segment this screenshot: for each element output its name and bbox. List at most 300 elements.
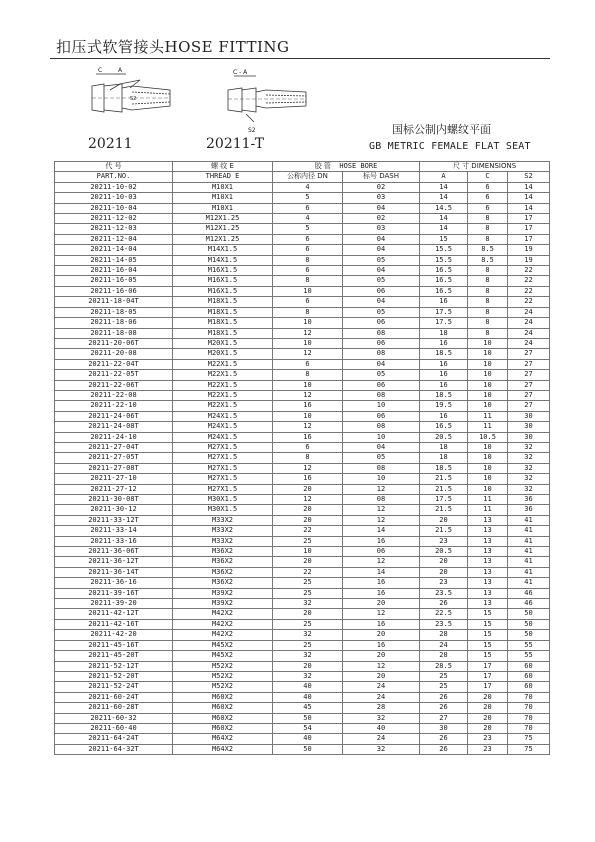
s2-cell: 14 [508, 203, 550, 213]
dash-cell: 24 [343, 682, 420, 692]
table-row [55, 682, 550, 692]
dash-cell: 24 [343, 734, 420, 744]
s2-cell: 60 [508, 661, 550, 671]
part-no-cell: 20211-16-04 [55, 266, 173, 276]
c-cell: 15 [468, 651, 508, 661]
dn-cell: 20 [273, 515, 343, 525]
dn-cell: 6 [273, 359, 343, 369]
dash-cell: 28 [343, 703, 420, 713]
table-row [55, 671, 550, 681]
c-cell: 17 [468, 671, 508, 681]
c-cell: 13 [468, 567, 508, 577]
header-c: C [468, 172, 508, 182]
table-row [55, 640, 550, 650]
dn-cell: 25 [273, 536, 343, 546]
dash-cell: 12 [343, 661, 420, 671]
title-rule [50, 58, 550, 59]
s2-cell: 27 [508, 380, 550, 390]
thread-cell: M10X1 [173, 203, 273, 213]
dn-cell: 8 [273, 453, 343, 463]
part-no-cell: 20211-10-04 [55, 203, 173, 213]
dash-cell: 04 [343, 359, 420, 369]
part-no-cell: 20211-27-12 [55, 484, 173, 494]
thread-cell: M20X1.5 [173, 349, 273, 359]
a-cell: 16.5 [420, 286, 468, 296]
dn-cell: 8 [273, 255, 343, 265]
c-cell: 15 [468, 630, 508, 640]
s2-cell: 27 [508, 349, 550, 359]
table-row [55, 599, 550, 609]
a-cell: 18 [420, 328, 468, 338]
thread-cell: M52X2 [173, 671, 273, 681]
dash-cell: 20 [343, 630, 420, 640]
thread-cell: M16X1.5 [173, 286, 273, 296]
a-cell: 15 [420, 234, 468, 244]
header-row-2 [55, 172, 550, 182]
table-row [55, 495, 550, 505]
part-no-cell: 20211-12-03 [55, 224, 173, 234]
s2-cell: 17 [508, 214, 550, 224]
a-cell: 28 [420, 651, 468, 661]
s2-cell: 24 [508, 307, 550, 317]
dash-cell: 12 [343, 484, 420, 494]
c-cell: 13 [468, 547, 508, 557]
table-row [55, 182, 550, 192]
a-cell: 23.5 [420, 588, 468, 598]
a-cell: 26 [420, 734, 468, 744]
dash-cell: 05 [343, 453, 420, 463]
table-row [55, 266, 550, 276]
s2-cell: 75 [508, 734, 550, 744]
c-cell: 13 [468, 578, 508, 588]
part-no-cell: 20211-27-05T [55, 453, 173, 463]
c-cell: 8 [468, 328, 508, 338]
dash-cell: 20 [343, 599, 420, 609]
part-no-cell: 20211-18-08 [55, 328, 173, 338]
table-row [55, 255, 550, 265]
thread-cell: M24X1.5 [173, 422, 273, 432]
s2-cell: 41 [508, 578, 550, 588]
header-hose [273, 162, 420, 172]
a-cell: 26 [420, 692, 468, 702]
thread-cell: M33X2 [173, 526, 273, 536]
thread-cell: M42X2 [173, 609, 273, 619]
part-no-cell: 20211-39-20 [55, 599, 173, 609]
dn-cell: 8 [273, 276, 343, 286]
a-cell: 17.5 [420, 307, 468, 317]
table-row [55, 193, 550, 203]
dn-cell: 5 [273, 193, 343, 203]
table-row [55, 630, 550, 640]
thread-cell: M22X1.5 [173, 380, 273, 390]
table-row [55, 567, 550, 577]
thread-cell: M27X1.5 [173, 474, 273, 484]
thread-cell: M42X2 [173, 619, 273, 629]
standard-title-cn: 国标公制内螺纹平面 [392, 123, 491, 136]
dn-cell: 10 [273, 286, 343, 296]
dn-cell: 22 [273, 567, 343, 577]
table-row [55, 526, 550, 536]
table-row [55, 661, 550, 671]
thread-cell: M39X2 [173, 599, 273, 609]
label-c-left: C [98, 67, 103, 74]
thread-cell: M22X1.5 [173, 359, 273, 369]
c-cell: 13 [468, 526, 508, 536]
dash-cell: 16 [343, 640, 420, 650]
c-cell: 20 [468, 703, 508, 713]
dn-cell: 16 [273, 401, 343, 411]
part-no-cell: 20211-22-08 [55, 390, 173, 400]
a-cell: 15.5 [420, 255, 468, 265]
c-cell: 10 [468, 442, 508, 452]
thread-cell: M16X1.5 [173, 276, 273, 286]
dash-cell: 12 [343, 515, 420, 525]
dash-cell: 02 [343, 214, 420, 224]
s2-cell: 14 [508, 193, 550, 203]
s2-cell: 30 [508, 411, 550, 421]
header-part-no: PART.NO. [55, 172, 173, 182]
s2-cell: 32 [508, 484, 550, 494]
dash-cell: 05 [343, 255, 420, 265]
header-a: A [420, 172, 468, 182]
dash-cell: 06 [343, 411, 420, 421]
dn-cell: 25 [273, 578, 343, 588]
s2-cell: 27 [508, 370, 550, 380]
thread-cell: M36X2 [173, 557, 273, 567]
a-cell: 18 [420, 442, 468, 452]
part-no-cell: 20211-36-12T [55, 557, 173, 567]
part-no-cell: 20211-22-10 [55, 401, 173, 411]
dn-cell: 12 [273, 328, 343, 338]
a-cell: 16.5 [420, 422, 468, 432]
dn-cell: 4 [273, 182, 343, 192]
dn-cell: 50 [273, 744, 343, 754]
s2-cell: 60 [508, 671, 550, 681]
thread-cell: M18X1.5 [173, 307, 273, 317]
dn-cell: 10 [273, 318, 343, 328]
label-s2-left: S2 [130, 96, 137, 102]
a-cell: 20 [420, 557, 468, 567]
dash-cell: 06 [343, 338, 420, 348]
s2-cell: 50 [508, 609, 550, 619]
s2-cell: 27 [508, 401, 550, 411]
dash-cell: 16 [343, 536, 420, 546]
dn-cell: 6 [273, 203, 343, 213]
dn-cell: 16 [273, 474, 343, 484]
part-code-20211-t: 20211-T [206, 136, 265, 152]
c-cell: 8 [468, 297, 508, 307]
table-row [55, 411, 550, 421]
s2-cell: 17 [508, 234, 550, 244]
c-cell: 10 [468, 453, 508, 463]
dash-cell: 02 [343, 182, 420, 192]
thread-cell: M12X1.25 [173, 234, 273, 244]
part-no-cell: 20211-36-06T [55, 547, 173, 557]
a-cell: 18 [420, 453, 468, 463]
part-no-cell: 20211-60-24T [55, 692, 173, 702]
s2-cell: 32 [508, 463, 550, 473]
dn-cell: 32 [273, 599, 343, 609]
a-cell: 20.5 [420, 432, 468, 442]
part-no-cell: 20211-45-20T [55, 651, 173, 661]
dn-cell: 25 [273, 640, 343, 650]
table-row [55, 318, 550, 328]
table-row [55, 609, 550, 619]
thread-cell: M45X2 [173, 640, 273, 650]
dash-cell: 08 [343, 422, 420, 432]
dn-cell: 50 [273, 713, 343, 723]
table-body [55, 182, 550, 754]
part-no-cell: 20211-45-16T [55, 640, 173, 650]
thread-cell: M60X2 [173, 713, 273, 723]
table-row [55, 651, 550, 661]
dn-cell: 5 [273, 224, 343, 234]
table-row [55, 370, 550, 380]
thread-cell: M45X2 [173, 651, 273, 661]
s2-cell: 30 [508, 432, 550, 442]
thread-cell: M33X2 [173, 515, 273, 525]
part-no-cell: 20211-42-20 [55, 630, 173, 640]
thread-cell: M30X1.5 [173, 495, 273, 505]
dn-cell: 32 [273, 630, 343, 640]
s2-cell: 36 [508, 505, 550, 515]
dash-cell: 20 [343, 651, 420, 661]
c-cell: 15 [468, 619, 508, 629]
header-s2: S2 [508, 172, 550, 182]
fitting-drawing-20211 [92, 67, 170, 112]
table-row [55, 390, 550, 400]
c-cell: 10.5 [468, 432, 508, 442]
part-no-cell: 20211-33-14 [55, 526, 173, 536]
part-no-cell: 20211-33-16 [55, 536, 173, 546]
a-cell: 15.5 [420, 245, 468, 255]
s2-cell: 24 [508, 338, 550, 348]
s2-cell: 70 [508, 713, 550, 723]
dash-cell: 08 [343, 463, 420, 473]
header-dn: 公称内径 DN [273, 172, 343, 182]
thread-cell: M36X2 [173, 578, 273, 588]
dash-cell: 10 [343, 432, 420, 442]
c-cell: 10 [468, 484, 508, 494]
s2-cell: 46 [508, 599, 550, 609]
table-row [55, 245, 550, 255]
table-row [55, 349, 550, 359]
header-row-1 [55, 162, 550, 172]
thread-cell: M27X1.5 [173, 453, 273, 463]
dash-cell: 06 [343, 380, 420, 390]
part-no-cell: 20211-24-08T [55, 422, 173, 432]
part-no-cell: 20211-60-32 [55, 713, 173, 723]
dash-cell: 14 [343, 526, 420, 536]
table-row [55, 713, 550, 723]
dash-cell: 04 [343, 297, 420, 307]
part-no-cell: 20211-30-12 [55, 505, 173, 515]
dash-cell: 20 [343, 671, 420, 681]
dash-cell: 04 [343, 442, 420, 452]
thread-cell: M22X1.5 [173, 370, 273, 380]
s2-cell: 70 [508, 703, 550, 713]
dn-cell: 20 [273, 609, 343, 619]
a-cell: 17.5 [420, 495, 468, 505]
s2-cell: 50 [508, 619, 550, 629]
table-row [55, 547, 550, 557]
a-cell: 20 [420, 567, 468, 577]
s2-cell: 17 [508, 224, 550, 234]
s2-cell: 30 [508, 422, 550, 432]
c-cell: 15 [468, 640, 508, 650]
thread-cell: M36X2 [173, 567, 273, 577]
dn-cell: 12 [273, 422, 343, 432]
dn-cell: 6 [273, 442, 343, 452]
c-cell: 6 [468, 182, 508, 192]
dash-cell: 06 [343, 318, 420, 328]
table-row [55, 234, 550, 244]
part-no-cell: 20211-18-04T [55, 297, 173, 307]
table-row [55, 588, 550, 598]
table-row [55, 286, 550, 296]
dash-cell: 08 [343, 390, 420, 400]
a-cell: 21.5 [420, 526, 468, 536]
dn-cell: 12 [273, 390, 343, 400]
dash-cell: 32 [343, 713, 420, 723]
dn-cell: 22 [273, 526, 343, 536]
c-cell: 20 [468, 723, 508, 733]
dn-cell: 20 [273, 557, 343, 567]
a-cell: 26 [420, 599, 468, 609]
a-cell: 20.5 [420, 547, 468, 557]
c-cell: 23 [468, 744, 508, 754]
c-cell: 17 [468, 661, 508, 671]
a-cell: 27 [420, 713, 468, 723]
dn-cell: 8 [273, 307, 343, 317]
dash-cell: 06 [343, 547, 420, 557]
dash-cell: 04 [343, 234, 420, 244]
a-cell: 19.5 [420, 401, 468, 411]
a-cell: 21.5 [420, 474, 468, 484]
c-cell: 8 [468, 307, 508, 317]
part-no-cell: 20211-64-24T [55, 734, 173, 744]
dn-cell: 32 [273, 671, 343, 681]
thread-cell: M42X2 [173, 630, 273, 640]
s2-cell: 24 [508, 318, 550, 328]
thread-cell: M27X1.5 [173, 484, 273, 494]
s2-cell: 60 [508, 682, 550, 692]
fitting-drawings [70, 62, 330, 138]
s2-cell: 55 [508, 640, 550, 650]
dash-cell: 06 [343, 286, 420, 296]
dash-cell: 03 [343, 193, 420, 203]
part-no-cell: 20211-64-32T [55, 744, 173, 754]
dash-cell: 03 [343, 224, 420, 234]
dash-cell: 04 [343, 203, 420, 213]
a-cell: 21.5 [420, 484, 468, 494]
s2-cell: 24 [508, 328, 550, 338]
c-cell: 8 [468, 286, 508, 296]
c-cell: 10 [468, 401, 508, 411]
part-no-cell: 20211-60-28T [55, 703, 173, 713]
dash-cell: 14 [343, 567, 420, 577]
label-c-a-right: C - A [233, 69, 248, 76]
table-row [55, 203, 550, 213]
part-code-20211: 20211 [88, 136, 133, 152]
label-s2-right: S2 [248, 127, 256, 134]
dn-cell: 32 [273, 651, 343, 661]
part-no-cell: 20211-22-04T [55, 359, 173, 369]
dash-cell: 04 [343, 266, 420, 276]
table-row [55, 692, 550, 702]
table-row [55, 505, 550, 515]
table-row [55, 214, 550, 224]
part-no-cell: 20211-52-24T [55, 682, 173, 692]
thread-cell: M18X1.5 [173, 328, 273, 338]
c-cell: 8.5 [468, 245, 508, 255]
a-cell: 14 [420, 193, 468, 203]
c-cell: 8 [468, 318, 508, 328]
header-code-cn: 代 号 [55, 162, 173, 172]
dash-cell: 12 [343, 557, 420, 567]
dn-cell: 10 [273, 547, 343, 557]
c-cell: 20 [468, 713, 508, 723]
thread-cell: M64X2 [173, 734, 273, 744]
c-cell: 10 [468, 474, 508, 484]
s2-cell: 32 [508, 474, 550, 484]
s2-cell: 41 [508, 567, 550, 577]
dn-cell: 12 [273, 495, 343, 505]
c-cell: 11 [468, 495, 508, 505]
header-dimensions: 尺 寸 DIMENSIONS [420, 162, 550, 172]
table-row [55, 703, 550, 713]
dash-cell: 04 [343, 245, 420, 255]
s2-cell: 55 [508, 651, 550, 661]
a-cell: 25 [420, 682, 468, 692]
fitting-drawing-20211-t [228, 69, 306, 134]
table-row [55, 401, 550, 411]
s2-cell: 19 [508, 255, 550, 265]
dash-cell: 10 [343, 401, 420, 411]
c-cell: 13 [468, 557, 508, 567]
header-thread-cn: 螺 纹 E [173, 162, 273, 172]
thread-cell: M60X2 [173, 703, 273, 713]
dn-cell: 25 [273, 619, 343, 629]
a-cell: 24 [420, 640, 468, 650]
page-title: 扣压式软管接头HOSE FITTING [56, 38, 290, 56]
part-no-cell: 20211-27-10 [55, 474, 173, 484]
thread-cell: M10X1 [173, 193, 273, 203]
header-hose-bore: HOSE BORE [339, 162, 378, 170]
dash-cell: 12 [343, 609, 420, 619]
thread-cell: M18X1.5 [173, 297, 273, 307]
s2-cell: 75 [508, 744, 550, 754]
a-cell: 14 [420, 224, 468, 234]
standard-title-en: GB METRIC FEMALE FLAT SEAT [369, 141, 531, 152]
part-no-cell: 20211-24-10 [55, 432, 173, 442]
c-cell: 11 [468, 422, 508, 432]
s2-cell: 22 [508, 266, 550, 276]
part-no-cell: 20211-16-05 [55, 276, 173, 286]
part-no-cell: 20211-36-16 [55, 578, 173, 588]
c-cell: 8 [468, 266, 508, 276]
s2-cell: 70 [508, 723, 550, 733]
thread-cell: M39X2 [173, 588, 273, 598]
c-cell: 23 [468, 734, 508, 744]
dn-cell: 40 [273, 692, 343, 702]
thread-cell: M60X2 [173, 692, 273, 702]
c-cell: 8 [468, 276, 508, 286]
thread-cell: M22X1.5 [173, 401, 273, 411]
a-cell: 14.5 [420, 203, 468, 213]
table-row [55, 442, 550, 452]
thread-cell: M12X1.25 [173, 224, 273, 234]
